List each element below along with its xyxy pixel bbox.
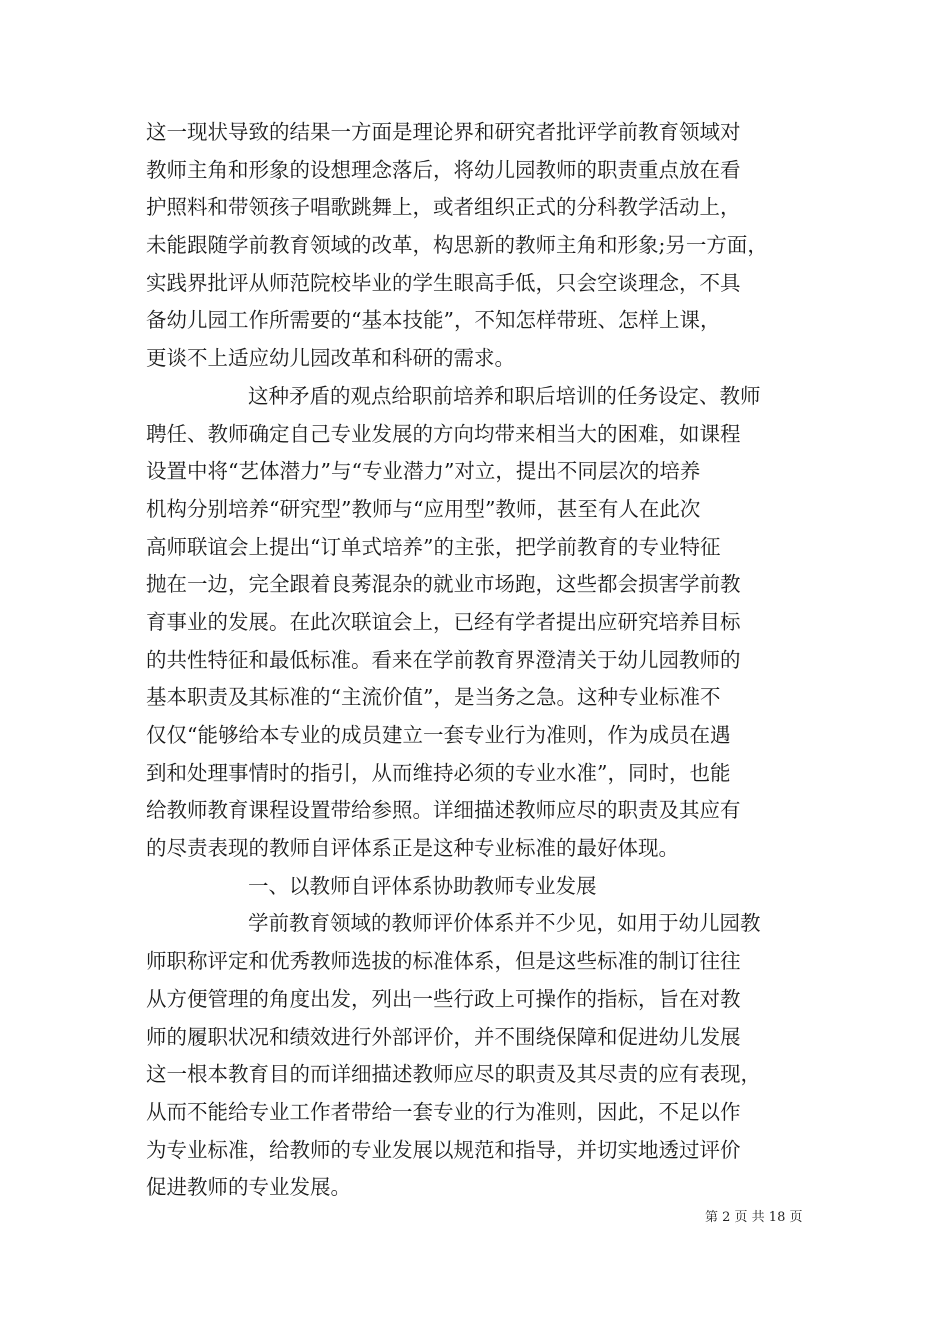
- text-line: 仅仅“能够给本专业的成员建立一套专业行为准则，作为成员在遇: [146, 723, 731, 747]
- text-line: 基本职责及其标准的“主流价值”，是当务之急。这种专业标准不: [146, 685, 721, 710]
- text-line: 到和处理事情时的指引，从而维持必须的专业水准”，同时，也能: [146, 760, 731, 785]
- text-line: 的尽责表现的教师自评体系正是这种专业标准的最好体现。: [146, 836, 679, 861]
- text-line: 从方便管理的角度出发，列出一些行政上可操作的指标，旨在对教: [146, 986, 741, 1011]
- paragraph-start-line: 学前教育领域的教师评价体系并不少见，如用于幼儿园教: [248, 911, 761, 936]
- text-line: 未能跟随学前教育领域的改革，构思新的教师主角和形象;另一方面，: [146, 233, 768, 258]
- text-line: 育事业的发展。在此次联谊会上，已经有学者提出应研究培养目标: [146, 609, 741, 634]
- text-line: 促进教师的专业发展。: [146, 1175, 351, 1200]
- text-line: 设置中将“艺体潜力”与“专业潜力”对立，提出不同层次的培养: [146, 459, 701, 484]
- text-line: 师的履职状况和绩效进行外部评价，并不围绕保障和促进幼儿发展: [146, 1024, 741, 1049]
- text-line: 护照料和带领孩子唱歌跳舞上，或者组织正式的分科教学活动上，: [146, 195, 741, 220]
- text-line: 教师主角和形象的设想理念落后，将幼儿园教师的职责重点放在看: [146, 157, 741, 182]
- text-line: 的共性特征和最低标准。看来在学前教育界澄清关于幼儿园教师的: [146, 647, 741, 672]
- text-line: 给教师教育课程设置带给参照。详细描述教师应尽的职责及其应有: [146, 798, 741, 823]
- text-line: 这一现状导致的结果一方面是理论界和研究者批评学前教育领域对: [146, 120, 741, 144]
- page-number-footer: 第 2 页 共 18 页: [705, 1210, 803, 1225]
- text-line: 机构分别培养“研究型”教师与“应用型”教师，甚至有人在此次: [146, 496, 701, 521]
- document-body: [146, 114, 836, 1207]
- text-line: 高师联谊会上提出“订单式培养”的主张，把学前教育的专业特征: [146, 534, 721, 559]
- section-heading: 一、以教师自评体系协助教师专业发展: [248, 873, 597, 898]
- text-line: 师职称评定和优秀教师选拔的标准体系，但是这些标准的制订往往: [146, 949, 741, 974]
- text-line: 这一根本教育目的而详细描述教师应尽的职责及其尽责的应有表现，: [146, 1062, 761, 1087]
- text-line: 从而不能给专业工作者带给一套专业的行为准则，因此，不足以作: [146, 1099, 741, 1124]
- text-line: 备幼儿园工作所需要的“基本技能”，不知怎样带班、怎样上课，: [146, 308, 721, 333]
- text-line: 为专业标准，给教师的专业发展以规范和指导，并切实地透过评价: [146, 1137, 741, 1162]
- text-line: 聘任、教师确定自己专业发展的方向均带来相当大的困难，如课程: [146, 421, 741, 446]
- paragraph-start-line: 这种矛盾的观点给职前培养和职后培训的任务设定、教师: [248, 383, 761, 408]
- text-line: 实践界批评从师范院校毕业的学生眼高手低，只会空谈理念，不具: [146, 270, 741, 295]
- text-line: 抛在一边，完全跟着良莠混杂的就业市场跑，这些都会损害学前教: [146, 572, 741, 597]
- text-line: 更谈不上适应幼儿园改革和科研的需求。: [146, 346, 515, 371]
